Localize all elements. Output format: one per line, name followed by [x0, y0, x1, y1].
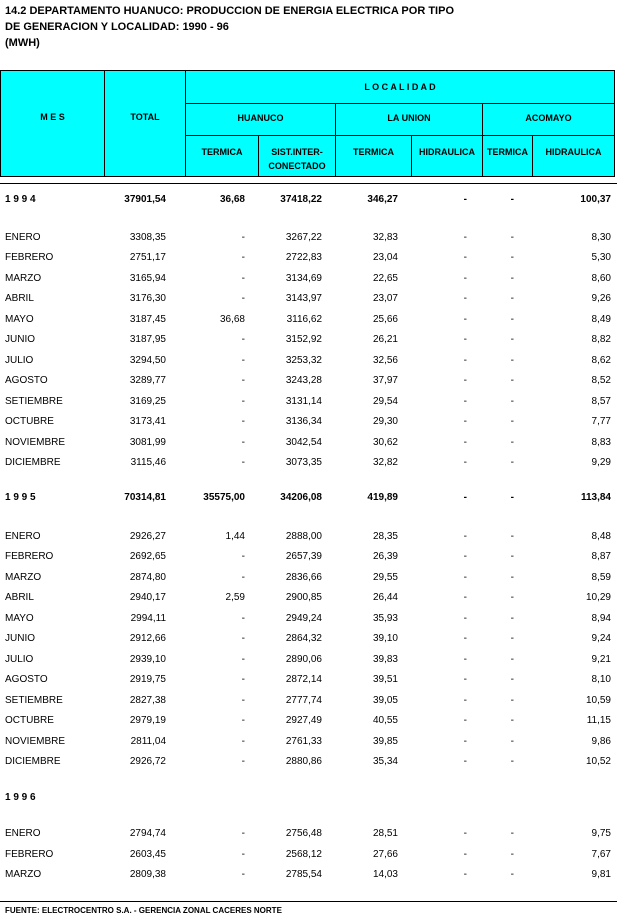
cell-termica-acomayo: -: [510, 633, 514, 644]
cell-termica-acomayo: -: [510, 715, 514, 726]
cell-mes: AGOSTO: [5, 674, 48, 685]
cell-mes: 1 9 9 4: [5, 194, 36, 205]
cell-termica-acomayo: -: [510, 592, 514, 603]
table-row: [0, 549, 617, 565]
table-row: [0, 353, 617, 369]
cell-sist-interconectado: 2872,14: [285, 674, 322, 685]
cell-total: 2751,17: [129, 252, 166, 263]
cell-sist-interconectado: 2888,00: [285, 531, 322, 542]
cell-total: 2912,66: [129, 633, 166, 644]
cell-hidraulica-acomayo: 9,81: [591, 869, 611, 880]
cell-mes: 1 9 9 6: [5, 792, 36, 803]
cell-mes: ENERO: [5, 232, 41, 243]
cell-sist-interconectado: 2657,39: [285, 551, 322, 562]
cell-mes: ABRIL: [5, 592, 34, 603]
table-row: [0, 631, 617, 647]
cell-termica-la-union: 28,35: [372, 531, 398, 542]
table-row: [0, 250, 617, 266]
cell-hidraulica-la-union: -: [463, 869, 467, 880]
cell-hidraulica-acomayo: 8,82: [591, 334, 611, 345]
cell-total: 2940,17: [129, 592, 166, 603]
header-acomayo: ACOMAYO: [525, 113, 572, 123]
cell-termica-acomayo: -: [510, 396, 514, 407]
cell-termica-huanuco: -: [241, 633, 245, 644]
title-line-2: DE GENERACION Y LOCALIDAD: 1990 - 96: [5, 21, 229, 33]
cell-termica-huanuco: -: [241, 293, 245, 304]
cell-total: 2603,45: [129, 849, 166, 860]
cell-termica-la-union: 39,10: [372, 633, 398, 644]
cell-sist-interconectado: 2900,85: [285, 592, 322, 603]
cell-total: 3187,45: [129, 314, 166, 325]
cell-hidraulica-la-union: -: [463, 756, 467, 767]
cell-termica-acomayo: -: [510, 531, 514, 542]
header-sist-inter-2: CONECTADO: [268, 161, 326, 171]
cell-sist-interconectado: 3253,32: [285, 355, 322, 366]
cell-termica-acomayo: -: [510, 334, 514, 345]
cell-termica-la-union: 28,51: [372, 828, 398, 839]
cell-hidraulica-acomayo: 9,26: [591, 293, 611, 304]
table-row: [0, 713, 617, 729]
table-row: [0, 271, 617, 287]
cell-termica-la-union: 26,39: [372, 551, 398, 562]
cell-mes: FEBRERO: [5, 252, 54, 263]
cell-mes: ENERO: [5, 531, 41, 542]
table-header: [0, 70, 615, 177]
header-termica-acomayo: TERMICA: [487, 147, 528, 157]
cell-mes: ABRIL: [5, 293, 34, 304]
cell-total: 2926,27: [129, 531, 166, 542]
cell-sist-interconectado: 3136,34: [285, 416, 322, 427]
cell-termica-huanuco: -: [241, 457, 245, 468]
cell-termica-huanuco: -: [241, 232, 245, 243]
cell-mes: NOVIEMBRE: [5, 736, 66, 747]
cell-hidraulica-la-union: -: [463, 695, 467, 706]
table-row: [0, 291, 617, 307]
cell-termica-huanuco: -: [241, 736, 245, 747]
cell-total: 2994,11: [130, 613, 166, 624]
cell-hidraulica-la-union: -: [463, 849, 467, 860]
cell-termica-huanuco: 36,68: [219, 314, 245, 325]
cell-termica-la-union: 25,66: [372, 314, 398, 325]
table-row: [0, 867, 617, 883]
cell-hidraulica-la-union: -: [463, 194, 467, 205]
source-note: FUENTE: ELECTROCENTRO S.A. - GERENCIA ZONAL CACERES NORTE: [5, 906, 282, 915]
cell-sist-interconectado: 2880,86: [285, 756, 322, 767]
cell-sist-interconectado: 3134,69: [285, 273, 322, 284]
cell-termica-huanuco: -: [241, 756, 245, 767]
cell-hidraulica-acomayo: 9,29: [591, 457, 611, 468]
cell-mes: OCTUBRE: [5, 715, 54, 726]
cell-hidraulica-acomayo: 9,75: [591, 828, 611, 839]
year-row: [0, 490, 617, 506]
cell-total: 3176,30: [129, 293, 166, 304]
cell-hidraulica-acomayo: 8,60: [591, 273, 611, 284]
header-sist-inter-1: SIST.INTER-: [271, 147, 323, 157]
cell-termica-acomayo: -: [510, 551, 514, 562]
cell-termica-acomayo: -: [510, 232, 514, 243]
cell-termica-acomayo: -: [510, 695, 514, 706]
cell-hidraulica-acomayo: 8,94: [591, 613, 611, 624]
cell-total: 3187,95: [129, 334, 166, 345]
cell-mes: AGOSTO: [5, 375, 48, 386]
cell-termica-huanuco: 35575,00: [203, 492, 245, 503]
cell-mes: SETIEMBRE: [5, 396, 63, 407]
cell-hidraulica-la-union: -: [463, 314, 467, 325]
page-title: [5, 3, 605, 51]
cell-hidraulica-acomayo: 8,49: [591, 314, 611, 325]
cell-mes: 1 9 9 5: [5, 492, 36, 503]
cell-termica-la-union: 14,03: [372, 869, 398, 880]
cell-termica-la-union: 39,51: [372, 674, 398, 685]
cell-total: 3169,25: [129, 396, 166, 407]
cell-hidraulica-acomayo: 7,77: [591, 416, 611, 427]
cell-termica-la-union: 29,30: [372, 416, 398, 427]
cell-sist-interconectado: 3042,54: [285, 437, 322, 448]
cell-mes: MARZO: [5, 869, 42, 880]
cell-total: 3081,99: [129, 437, 166, 448]
cell-total: 2827,38: [129, 695, 166, 706]
cell-termica-huanuco: 2,59: [225, 592, 245, 603]
cell-sist-interconectado: 3131,14: [285, 396, 322, 407]
cell-hidraulica-la-union: -: [463, 715, 467, 726]
table-row: [0, 693, 617, 709]
cell-hidraulica-la-union: -: [463, 654, 467, 665]
cell-termica-acomayo: -: [510, 314, 514, 325]
cell-termica-acomayo: -: [510, 375, 514, 386]
cell-termica-acomayo: -: [510, 828, 514, 839]
cell-hidraulica-la-union: -: [463, 457, 467, 468]
cell-termica-huanuco: -: [241, 437, 245, 448]
cell-total: 2794,74: [129, 828, 166, 839]
cell-sist-interconectado: 2836,66: [285, 572, 322, 583]
cell-sist-interconectado: 3243,28: [285, 375, 322, 386]
cell-termica-huanuco: -: [241, 613, 245, 624]
cell-hidraulica-acomayo: 8,48: [591, 531, 611, 542]
cell-hidraulica-la-union: -: [463, 531, 467, 542]
cell-mes: FEBRERO: [5, 551, 54, 562]
cell-total: 70314,81: [124, 492, 166, 503]
cell-termica-la-union: 32,82: [372, 457, 398, 468]
header-huanuco: HUANUCO: [237, 113, 284, 123]
cell-hidraulica-acomayo: 8,83: [591, 437, 611, 448]
cell-sist-interconectado: 3073,35: [285, 457, 322, 468]
cell-termica-la-union: 346,27: [367, 194, 398, 205]
cell-termica-huanuco: -: [241, 551, 245, 562]
cell-termica-la-union: 27,66: [372, 849, 398, 860]
header-la-union: LA UNION: [387, 113, 431, 123]
cell-sist-interconectado: 2949,24: [285, 613, 322, 624]
cell-termica-huanuco: -: [241, 416, 245, 427]
cell-termica-acomayo: -: [510, 613, 514, 624]
cell-termica-huanuco: -: [241, 273, 245, 284]
cell-mes: SETIEMBRE: [5, 695, 63, 706]
cell-hidraulica-acomayo: 7,67: [591, 849, 611, 860]
cell-hidraulica-la-union: -: [463, 674, 467, 685]
cell-termica-huanuco: -: [241, 654, 245, 665]
header-mes: M E S: [40, 112, 65, 122]
cell-mes: DICIEMBRE: [5, 756, 61, 767]
cell-mes: MARZO: [5, 273, 42, 284]
cell-total: 2939,10: [129, 654, 166, 665]
cell-termica-acomayo: -: [510, 437, 514, 448]
cell-termica-la-union: 23,04: [372, 252, 398, 263]
cell-hidraulica-acomayo: 9,21: [591, 654, 611, 665]
table-row: [0, 734, 617, 750]
cell-sist-interconectado: 2927,49: [285, 715, 322, 726]
cell-sist-interconectado: 2785,54: [285, 869, 322, 880]
cell-mes: ENERO: [5, 828, 41, 839]
cell-hidraulica-acomayo: 11,15: [586, 715, 611, 726]
cell-total: 3165,94: [129, 273, 166, 284]
header-divider: [185, 135, 614, 136]
cell-hidraulica-la-union: -: [463, 437, 467, 448]
year-row: [0, 790, 617, 806]
cell-total: 2919,75: [129, 674, 166, 685]
cell-total: 2809,38: [129, 869, 166, 880]
cell-hidraulica-la-union: -: [463, 355, 467, 366]
cell-termica-la-union: 39,83: [372, 654, 398, 665]
table-row: [0, 847, 617, 863]
cell-hidraulica-acomayo: 10,29: [585, 592, 611, 603]
cell-termica-huanuco: -: [241, 252, 245, 263]
cell-mes: JUNIO: [5, 633, 35, 644]
cell-hidraulica-la-union: -: [463, 416, 467, 427]
cell-mes: MARZO: [5, 572, 42, 583]
cell-termica-acomayo: -: [510, 416, 514, 427]
cell-termica-la-union: 37,97: [372, 375, 398, 386]
cell-termica-la-union: 419,89: [367, 492, 398, 503]
cell-total: 2692,65: [129, 551, 166, 562]
cell-sist-interconectado: 3143,97: [285, 293, 322, 304]
cell-hidraulica-acomayo: 9,24: [591, 633, 611, 644]
cell-mes: NOVIEMBRE: [5, 437, 66, 448]
cell-sist-interconectado: 2777,74: [285, 695, 322, 706]
cell-sist-interconectado: 2890,06: [285, 654, 322, 665]
cell-termica-huanuco: -: [241, 396, 245, 407]
cell-termica-acomayo: -: [510, 572, 514, 583]
cell-total: 2979,19: [129, 715, 166, 726]
table-row: [0, 672, 617, 688]
cell-total: 3115,46: [130, 457, 166, 468]
table-row: [0, 373, 617, 389]
cell-hidraulica-la-union: -: [463, 572, 467, 583]
cell-termica-acomayo: -: [510, 355, 514, 366]
cell-termica-huanuco: -: [241, 715, 245, 726]
cell-hidraulica-la-union: -: [463, 551, 467, 562]
cell-mes: JUNIO: [5, 334, 35, 345]
cell-mes: JULIO: [5, 654, 34, 665]
cell-termica-acomayo: -: [510, 252, 514, 263]
header-divider: [104, 71, 105, 176]
cell-termica-acomayo: -: [510, 869, 514, 880]
cell-hidraulica-la-union: -: [463, 293, 467, 304]
cell-termica-acomayo: -: [510, 674, 514, 685]
cell-sist-interconectado: 34206,08: [280, 492, 322, 503]
table-top-rule: [0, 183, 617, 184]
cell-hidraulica-la-union: -: [463, 613, 467, 624]
cell-total: 2926,72: [129, 756, 166, 767]
cell-termica-huanuco: -: [241, 869, 245, 880]
cell-termica-acomayo: -: [510, 654, 514, 665]
cell-mes: MAYO: [5, 314, 34, 325]
cell-termica-acomayo: -: [510, 736, 514, 747]
cell-hidraulica-acomayo: 8,10: [591, 674, 611, 685]
cell-termica-huanuco: -: [241, 695, 245, 706]
cell-hidraulica-la-union: -: [463, 828, 467, 839]
title-line-3: (MWH): [5, 37, 40, 49]
cell-termica-huanuco: 36,68: [219, 194, 245, 205]
cell-termica-acomayo: -: [510, 492, 514, 503]
cell-mes: JULIO: [5, 355, 34, 366]
cell-hidraulica-la-union: -: [463, 396, 467, 407]
cell-termica-huanuco: -: [241, 355, 245, 366]
header-localidad: L O C A L I D A D: [364, 82, 436, 92]
title-line-1: 14.2 DEPARTAMENTO HUANUCO: PRODUCCION DE ENERGIA ELECTRICA POR TIPO: [5, 5, 454, 17]
cell-hidraulica-acomayo: 8,87: [591, 551, 611, 562]
cell-total: 2874,80: [129, 572, 166, 583]
table-row: [0, 611, 617, 627]
cell-sist-interconectado: 3152,92: [285, 334, 322, 345]
cell-hidraulica-la-union: -: [463, 375, 467, 386]
year-row: [0, 192, 617, 208]
cell-sist-interconectado: 3116,62: [286, 314, 322, 325]
table-row: [0, 394, 617, 410]
cell-hidraulica-acomayo: 8,30: [591, 232, 611, 243]
cell-hidraulica-acomayo: 10,59: [585, 695, 611, 706]
cell-termica-la-union: 39,05: [372, 695, 398, 706]
table-row: [0, 414, 617, 430]
cell-hidraulica-la-union: -: [463, 334, 467, 345]
cell-total: 3308,35: [129, 232, 166, 243]
cell-hidraulica-acomayo: 100,37: [580, 194, 611, 205]
table-row: [0, 230, 617, 246]
header-total: TOTAL: [130, 112, 160, 122]
cell-termica-la-union: 32,56: [372, 355, 398, 366]
cell-total: 37901,54: [124, 194, 166, 205]
cell-hidraulica-acomayo: 9,86: [591, 736, 611, 747]
cell-termica-huanuco: -: [241, 334, 245, 345]
cell-termica-acomayo: -: [510, 194, 514, 205]
header-termica-la-union: TERMICA: [353, 147, 394, 157]
cell-hidraulica-acomayo: 8,62: [591, 355, 611, 366]
cell-termica-la-union: 39,85: [372, 736, 398, 747]
table-row: [0, 455, 617, 471]
header-hidraulica-la-union: HIDRAULICA: [419, 147, 475, 157]
cell-termica-acomayo: -: [510, 457, 514, 468]
cell-termica-huanuco: -: [241, 572, 245, 583]
cell-hidraulica-acomayo: 113,84: [580, 492, 611, 503]
cell-hidraulica-acomayo: 8,52: [591, 375, 611, 386]
cell-termica-huanuco: 1,44: [225, 531, 245, 542]
cell-termica-la-union: 29,54: [372, 396, 398, 407]
cell-sist-interconectado: 2568,12: [285, 849, 322, 860]
table-row: [0, 332, 617, 348]
cell-termica-acomayo: -: [510, 273, 514, 284]
cell-termica-acomayo: -: [510, 756, 514, 767]
cell-total: 3289,77: [129, 375, 166, 386]
cell-total: 3294,50: [129, 355, 166, 366]
header-termica-huanuco: TERMICA: [201, 147, 243, 157]
cell-termica-acomayo: -: [510, 293, 514, 304]
cell-sist-interconectado: 2722,83: [285, 252, 322, 263]
cell-termica-la-union: 26,44: [372, 592, 398, 603]
cell-hidraulica-la-union: -: [463, 736, 467, 747]
cell-total: 2811,04: [130, 736, 166, 747]
table-row: [0, 312, 617, 328]
table-row: [0, 826, 617, 842]
cell-total: 3173,41: [129, 416, 166, 427]
cell-hidraulica-acomayo: 8,59: [591, 572, 611, 583]
cell-mes: FEBRERO: [5, 849, 54, 860]
cell-hidraulica-la-union: -: [463, 592, 467, 603]
cell-termica-la-union: 40,55: [372, 715, 398, 726]
cell-termica-la-union: 29,55: [372, 572, 398, 583]
cell-termica-la-union: 23,07: [372, 293, 398, 304]
cell-termica-la-union: 35,93: [372, 613, 398, 624]
cell-termica-acomayo: -: [510, 849, 514, 860]
cell-sist-interconectado: 2864,32: [285, 633, 322, 644]
cell-hidraulica-acomayo: 10,52: [585, 756, 611, 767]
cell-termica-la-union: 26,21: [372, 334, 398, 345]
cell-termica-huanuco: -: [241, 849, 245, 860]
cell-hidraulica-la-union: -: [463, 492, 467, 503]
cell-termica-la-union: 32,83: [372, 232, 398, 243]
cell-termica-huanuco: -: [241, 674, 245, 685]
cell-termica-la-union: 22,65: [372, 273, 398, 284]
cell-termica-huanuco: -: [241, 828, 245, 839]
cell-termica-la-union: 35,34: [372, 756, 398, 767]
table-row: [0, 754, 617, 770]
cell-sist-interconectado: 2761,33: [285, 736, 322, 747]
header-divider: [185, 103, 614, 104]
table-row: [0, 435, 617, 451]
cell-termica-la-union: 30,62: [372, 437, 398, 448]
cell-hidraulica-la-union: -: [463, 252, 467, 263]
cell-hidraulica-acomayo: 5,30: [591, 252, 611, 263]
cell-sist-interconectado: 3267,22: [285, 232, 322, 243]
cell-mes: DICIEMBRE: [5, 457, 61, 468]
cell-mes: OCTUBRE: [5, 416, 54, 427]
table-row: [0, 590, 617, 606]
table-row: [0, 529, 617, 545]
cell-termica-huanuco: -: [241, 375, 245, 386]
cell-hidraulica-la-union: -: [463, 232, 467, 243]
cell-sist-interconectado: 37418,22: [280, 194, 322, 205]
cell-mes: MAYO: [5, 613, 34, 624]
cell-sist-interconectado: 2756,48: [285, 828, 322, 839]
cell-hidraulica-la-union: -: [463, 273, 467, 284]
cell-hidraulica-acomayo: 8,57: [591, 396, 611, 407]
table-bottom-rule: [0, 901, 617, 902]
table-row: [0, 570, 617, 586]
table-row: [0, 652, 617, 668]
header-hidraulica-acomayo: HIDRAULICA: [545, 147, 602, 157]
cell-hidraulica-la-union: -: [463, 633, 467, 644]
